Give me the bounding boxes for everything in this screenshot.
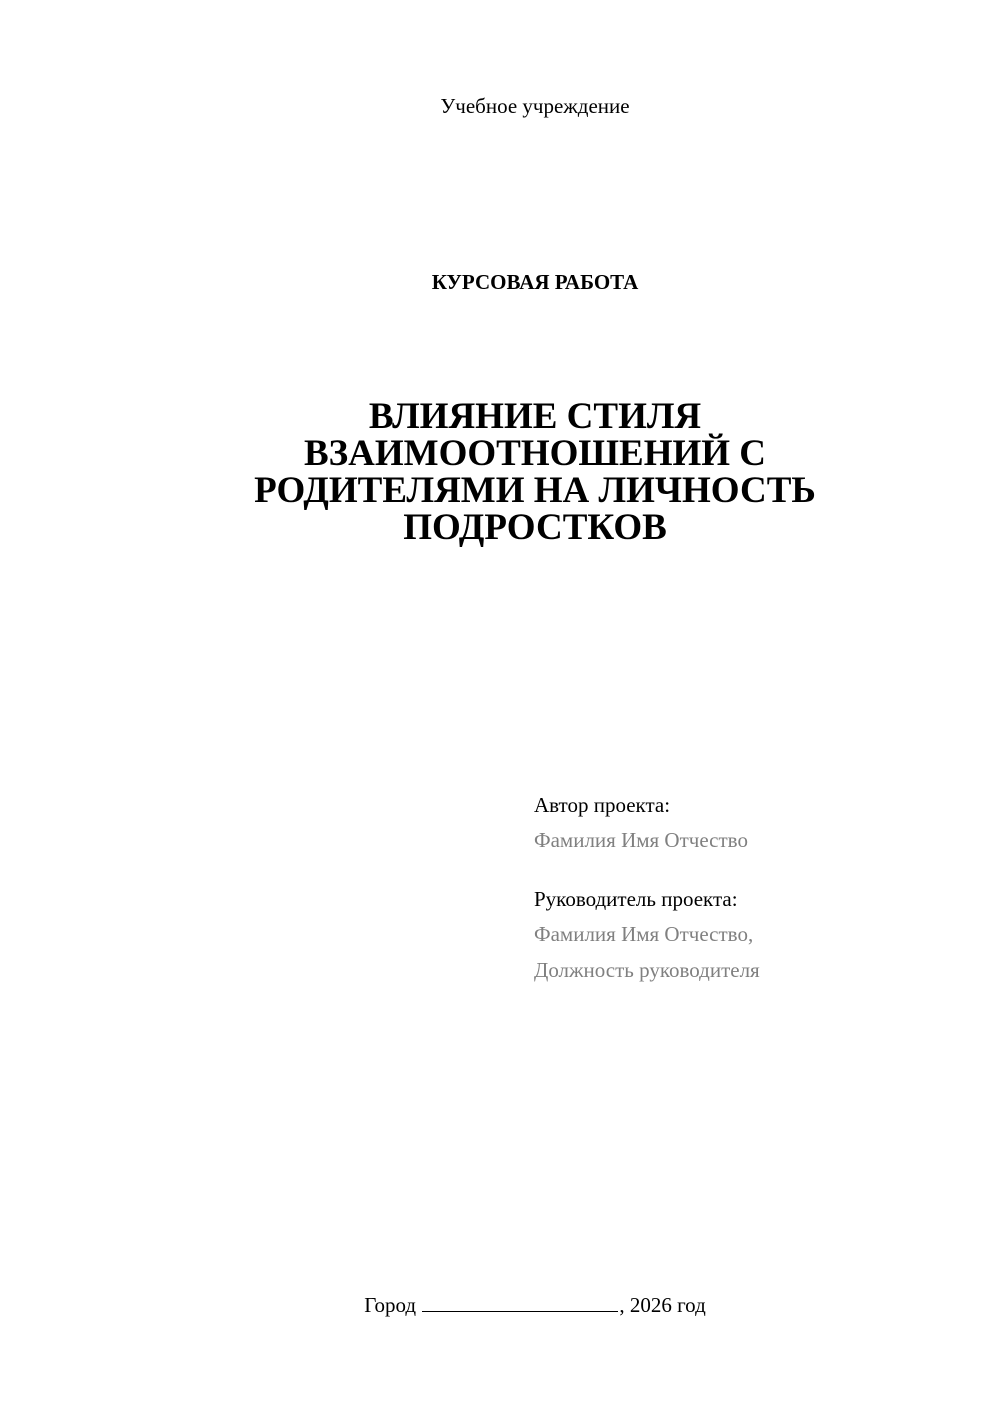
title-line: ВЗАИМООТНОШЕНИЙ С — [303, 433, 767, 474]
institution-name: Учебное учреждение — [440, 94, 630, 118]
author-label: Автор проекта: — [534, 793, 671, 817]
supervisor-block — [534, 882, 974, 988]
title-line: ВЛИЯНИЕ СТИЛЯ — [368, 396, 702, 437]
document-title — [220, 398, 850, 546]
title-line: РОДИТЕЛЯМИ НА ЛИЧНОСТЬ — [254, 470, 816, 511]
city-year-line — [0, 1290, 1000, 1320]
supervisor-name: Фамилия Имя Отчество, — [534, 922, 754, 946]
title-line: ПОДРОСТКОВ — [403, 507, 667, 548]
supervisor-label: Руководитель проекта: — [534, 887, 738, 911]
city-label: Город — [364, 1293, 417, 1317]
author-block — [534, 788, 974, 858]
city-blank-line — [422, 1291, 618, 1312]
supervisor-position: Должность руководителя — [534, 958, 760, 982]
project-people — [534, 788, 974, 988]
author-name: Фамилия Имя Отчество — [534, 828, 748, 852]
year-text: , 2026 год — [619, 1293, 706, 1317]
document-type: КУРСОВАЯ РАБОТА — [431, 270, 639, 294]
